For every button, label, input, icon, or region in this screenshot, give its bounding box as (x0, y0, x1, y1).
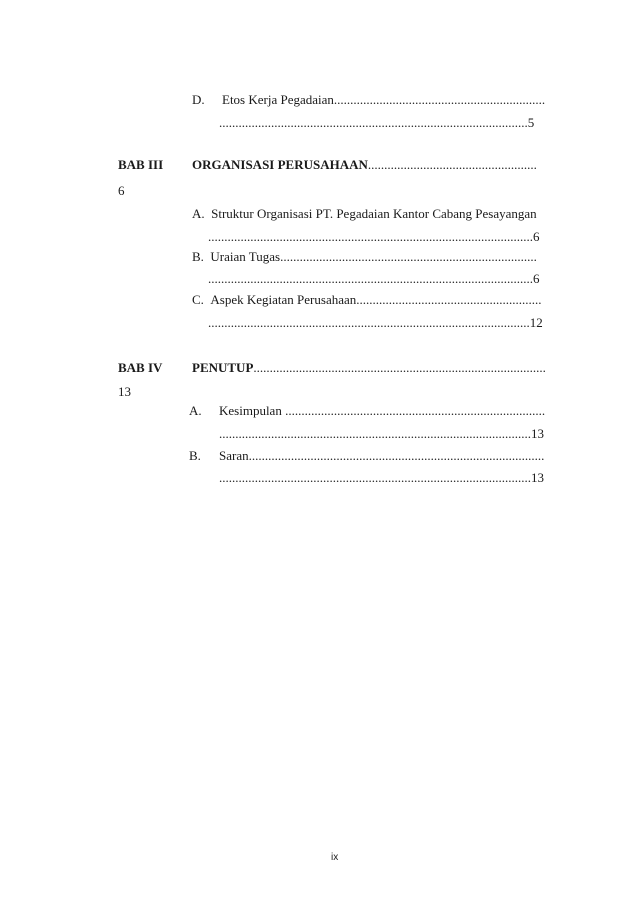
toc-entry (192, 249, 537, 265)
chapter-heading (192, 360, 546, 376)
entry-page: 12 (529, 315, 543, 330)
toc-entry-d-line2 (219, 115, 534, 131)
page-number: ix (331, 852, 339, 863)
chapter-heading (192, 157, 537, 173)
entry-dots: .................................................................................................... (208, 271, 533, 286)
entry-dots: ............................................................................................... (219, 115, 528, 130)
toc-entry (219, 448, 544, 464)
entry-title: Etos Kerja Pegadaian (222, 92, 334, 107)
entry-marker: C. (192, 292, 204, 307)
toc-entry-marker: A. (189, 403, 202, 418)
entry-page: 13 (531, 470, 544, 485)
entry-dots: ................................................................. (333, 92, 546, 107)
entry-marker: B. (192, 249, 204, 264)
toc-entry-line2 (208, 271, 540, 287)
entry-dots: ................................................................................................... (208, 315, 530, 330)
toc-entry-line2 (208, 229, 540, 245)
toc-entry-line2 (219, 470, 544, 486)
entry-dots: ................................................................................................ (219, 426, 531, 441)
entry-dots: ............................................................................... (280, 249, 537, 264)
entry-marker: D. (192, 92, 205, 107)
chapter-dots: .......................................................................................... (253, 360, 546, 375)
entry-title: Struktur Organisasi PT. Pegadaian Kantor Cabang Pesayangan (211, 206, 537, 221)
entry-title: Saran (219, 448, 249, 463)
chapter-title: PENUTUP (192, 360, 254, 375)
toc-entry-marker: B. (189, 448, 201, 463)
entry-title: Uraian Tugas (210, 249, 281, 264)
entry-dots: ................................................................................ (281, 403, 546, 418)
entry-dots: ................................................................................................ (219, 470, 531, 485)
chapter-label: BAB IV (118, 360, 163, 375)
entry-page: 6 (533, 229, 540, 244)
toc-entry-d-title (222, 92, 545, 108)
entry-dots: .................................................................................................... (208, 229, 533, 244)
chapter-dots: .................................................... (367, 157, 537, 172)
chapter-label: BAB III (118, 157, 164, 172)
toc-entry-line2 (208, 315, 543, 331)
entry-title: Kesimpulan (219, 403, 282, 418)
entry-title: Aspek Kegiatan Perusahaan (210, 292, 357, 307)
entry-dots: ......................................................... (356, 292, 542, 307)
chapter-title: ORGANISASI PERUSAHAAN (192, 157, 368, 172)
toc-entry-d (192, 92, 205, 108)
entry-page: 13 (531, 426, 544, 441)
chapter-page: 13 (118, 384, 131, 399)
toc-entry-line2 (219, 426, 544, 442)
entry-page: 5 (527, 115, 535, 130)
toc-entry (192, 206, 537, 222)
entry-page: 6 (533, 271, 540, 286)
chapter-page: 6 (118, 183, 125, 198)
entry-dots: ........................................................................................... (248, 448, 545, 463)
entry-marker: A. (192, 206, 205, 221)
toc-entry (219, 403, 545, 419)
toc-entry (192, 292, 542, 308)
